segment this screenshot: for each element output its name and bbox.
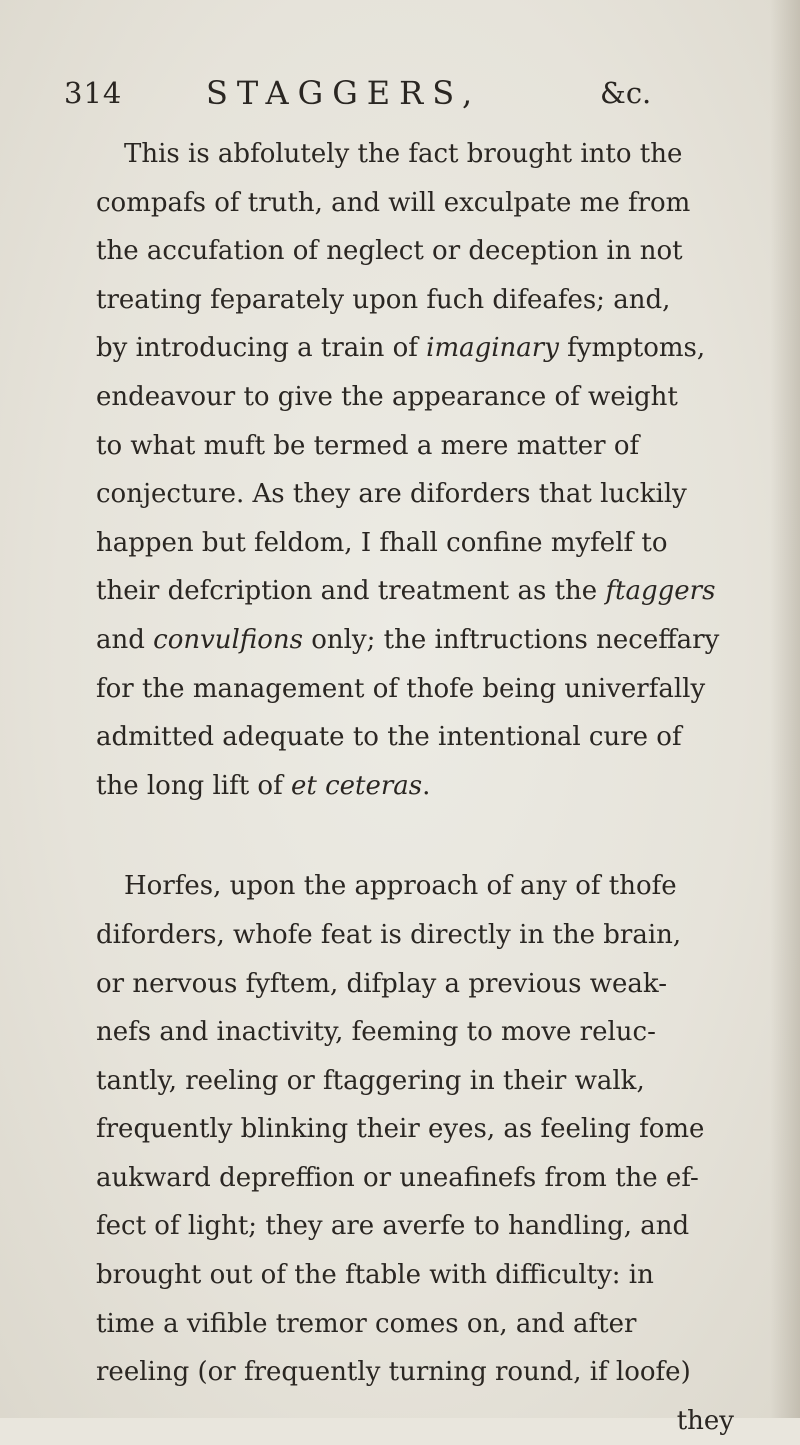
body-text [96, 130, 742, 1445]
page-number: 314 [64, 76, 123, 110]
paragraph-1 [96, 130, 742, 810]
text-line: treating feparately upon fuch difeafes; and, [96, 284, 671, 315]
text-line [96, 762, 742, 811]
italic-term: ftaggers [605, 576, 716, 607]
catchword: they [676, 1405, 734, 1436]
text-line [96, 567, 742, 616]
text-run: . [422, 770, 431, 801]
text-run: their defcription and treatment as the [96, 576, 606, 607]
italic-term: imaginary [426, 333, 559, 364]
text-line: the accufation of neglect or deception in not [96, 236, 683, 267]
text-run: fymptoms, [558, 333, 706, 364]
running-header [64, 70, 744, 120]
text-run: by introducing a train of [96, 333, 427, 364]
text-line: reeling (or frequently turning round, if loofe) [96, 1357, 691, 1388]
text-line [96, 324, 742, 373]
text-line: time a vifible tremor comes on, and after [96, 1308, 637, 1339]
text-line: This is abfolutely the fact brought into the [124, 139, 683, 169]
italic-term: et ceteras [290, 770, 423, 801]
text-line: endeavour to give the appearance of weight [96, 381, 678, 412]
text-line: to what muft be termed a mere matter of [96, 430, 640, 461]
text-line: happen but feldom, I fhall confine myfelf to [96, 527, 668, 558]
running-title-etc: &c. [600, 76, 652, 110]
text-line: nefs and inactivity, feeming to move reluc- [96, 1017, 656, 1048]
text-line: compafs of truth, and will exculpate me from [96, 187, 691, 218]
text-line: diforders, whofe feat is directly in the brain, [96, 919, 682, 950]
text-line: or nervous fyftem, difplay a previous weak- [96, 968, 668, 999]
text-line: tantly, reeling or ftaggering in their walk, [96, 1065, 645, 1096]
text-line: frequently blinking their eyes, as feeling fome [96, 1114, 705, 1145]
page-edge-shadow [770, 0, 800, 1418]
text-line: Horfes, upon the approach of any of thofe [124, 871, 677, 902]
text-line: for the management of thofe being univerfally [96, 673, 706, 704]
text-line: fect of light; they are averfe to handling, and [96, 1211, 690, 1242]
paragraph-gap [96, 810, 742, 862]
text-run: and [96, 624, 154, 655]
text-run: the long lift of [96, 770, 291, 801]
paragraph-2 [96, 862, 742, 1445]
text-line: aukward depreffion or uneafinefs from the ef- [96, 1162, 699, 1193]
text-line [96, 616, 742, 665]
text-line: admitted adequate to the intentional cure of [96, 722, 682, 753]
running-title: STAGGERS, [206, 74, 482, 112]
text-run: only; the inftructions neceffary [302, 624, 720, 655]
italic-term: convulfions [153, 624, 303, 655]
text-line: brought out of the ftable with difficulty: in [96, 1260, 654, 1291]
text-line: conjecture. As they are diforders that luckily [96, 479, 687, 510]
